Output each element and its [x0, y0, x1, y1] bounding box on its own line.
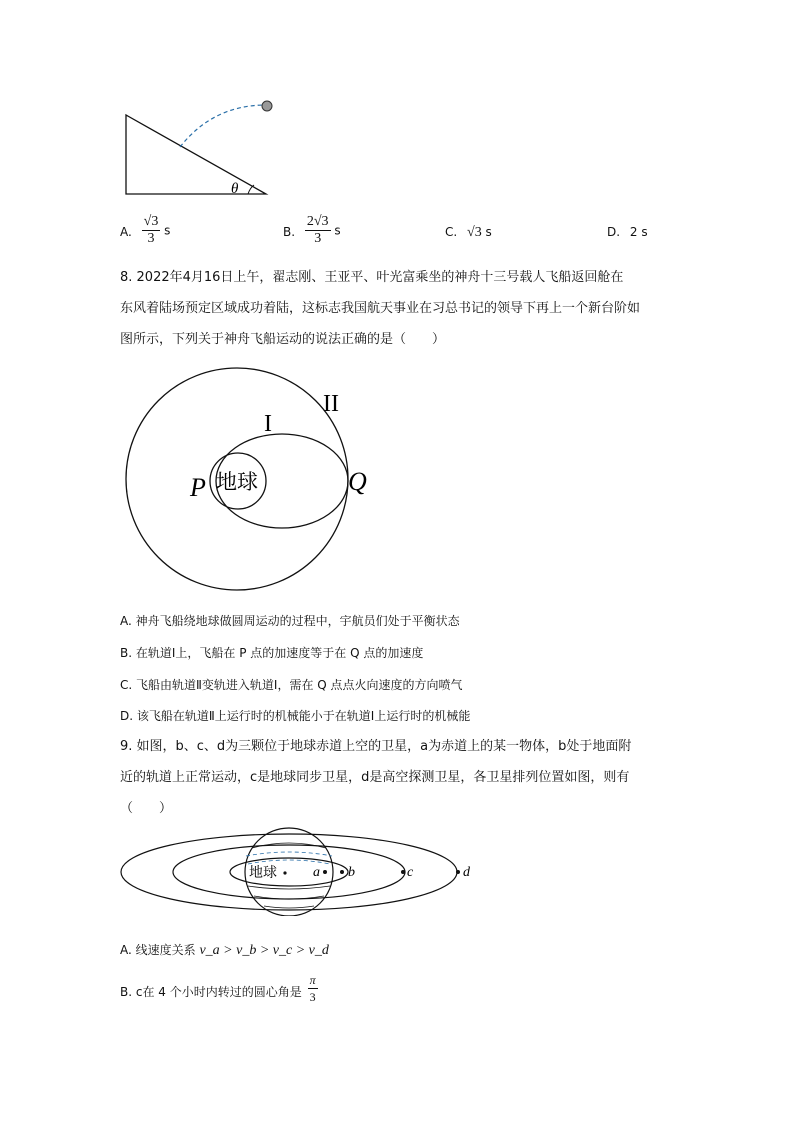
q8-option-a[interactable]: A. 神舟飞船绕地球做圆周运动的过程中，宇航员们处于平衡状态 [120, 614, 460, 628]
incline-triangle [126, 115, 266, 194]
earth-center-dot [283, 871, 286, 874]
label-q: Q [348, 467, 367, 496]
q8-stem-line-1: 8. 2022年4月16日上午，翟志刚、王亚平、叶光富乘坐的神舟十三号载人飞船返回舱在 [120, 270, 624, 285]
label-b: b [348, 865, 355, 880]
frac-den: 3 [309, 990, 316, 1004]
q7-option-a[interactable] [120, 214, 170, 250]
earth-label: 地球 [249, 866, 277, 881]
option-letter: B. [283, 225, 296, 239]
unit: s [485, 225, 492, 239]
option-letter: C. [445, 225, 458, 239]
option-letter: A. [120, 225, 132, 239]
sqrt-value: √3 [467, 225, 482, 240]
q8-option-c[interactable]: C. 飞船由轨道Ⅱ变轨进入轨道Ⅰ，需在 Q 点点火向速度的方向喷气 [120, 678, 463, 692]
frac-num: √3 [143, 214, 159, 229]
label-a: a [313, 865, 320, 880]
angle-arc [248, 185, 254, 194]
q9-option-a[interactable] [120, 940, 329, 961]
frac-den: 3 [147, 231, 155, 246]
q7-option-b[interactable] [283, 214, 341, 250]
q8-option-b[interactable]: B. 在轨道Ⅰ上，飞船在 P 点的加速度等于在 Q 点的加速度 [120, 646, 424, 660]
latitude-line [246, 852, 332, 856]
latitude-line [264, 906, 314, 908]
q8-stem-line-3: 图所示，下列关于神舟飞船运动的说法正确的是（ ） [120, 332, 446, 347]
q7-option-c[interactable] [445, 222, 492, 243]
option-letter: D. [607, 225, 621, 239]
frac-den: 3 [314, 231, 322, 246]
earth-label: 地球 [216, 470, 258, 494]
orbit-figure [118, 355, 388, 595]
option-value: 2 s [629, 225, 648, 239]
label-orbit-2: II [323, 391, 339, 417]
label-d: d [463, 865, 470, 880]
point-d [456, 870, 460, 874]
label-c: c [407, 865, 414, 880]
point-c [401, 870, 405, 874]
unit: s [164, 223, 171, 238]
point-a [323, 870, 327, 874]
q9-stem-line-3: （ ） [120, 801, 173, 816]
option-text: A. 线速度关系 [120, 943, 196, 957]
q9-option-b[interactable] [120, 972, 318, 1012]
orbit-c [173, 845, 405, 899]
fraction [308, 972, 318, 1005]
q9-stem-line-1: 9. 如图，b、c、d为三颗位于地球赤道上空的卫星，a为赤道上的某一物体，b处于地面附 [120, 739, 632, 754]
q7-option-d[interactable] [607, 222, 648, 242]
orbit-b [230, 858, 348, 886]
fraction [305, 214, 331, 247]
trajectory-dashed [180, 105, 266, 147]
unit: s [334, 223, 341, 238]
point-b [340, 870, 344, 874]
incline-figure [118, 95, 288, 200]
q9-stem-line-2: 近的轨道上正常运动，c是地球同步卫星，d是高空探测卫星，各卫星排列位置如图，则有 [120, 770, 630, 785]
angle-theta-label: θ [231, 181, 239, 197]
velocity-relation: v_a > v_b > v_c > v_d [199, 943, 329, 958]
q8-option-d[interactable]: D. 该飞船在轨道Ⅱ上运行时的机械能小于在轨道Ⅰ上运行时的机械能 [120, 709, 471, 723]
frac-num: π [309, 973, 316, 987]
satellite-figure [118, 826, 488, 916]
q8-stem-line-2: 东风着陆场预定区域成功着陆，这标志我国航天事业在习总书记的领导下再上一个新台阶如 [120, 301, 641, 316]
ball [262, 101, 272, 111]
latitude-line [248, 860, 330, 864]
label-orbit-1: I [264, 411, 272, 437]
label-p: P [190, 473, 206, 502]
frac-num: 2√3 [306, 214, 329, 229]
option-text: B. c在 4 个小时内转过的圆心角是 [120, 985, 302, 999]
fraction [142, 214, 161, 247]
